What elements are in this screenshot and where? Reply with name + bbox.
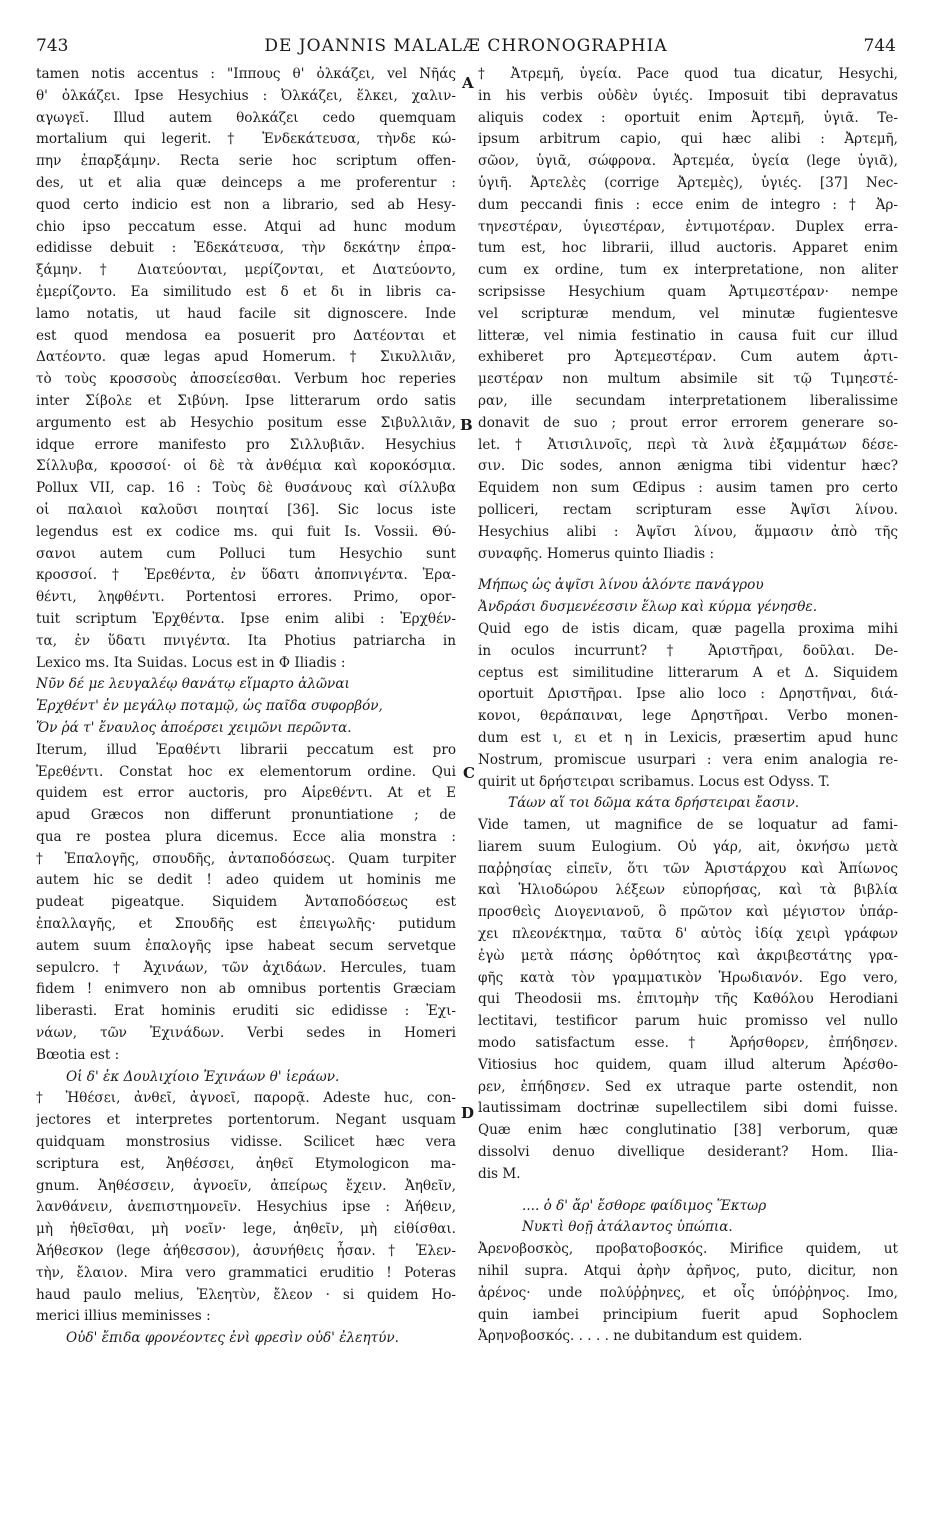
text-line: vel scripturæ mendum, vel minutæ fugientesve: [478, 305, 898, 322]
text-line: Vitiosius hoc quidem, quam illud alterum Ἀρέσθο-: [478, 1056, 898, 1073]
text-line: κροσσοί. † Ἐρεθέντα, ἐν ὕδατι ἀποπνιγέντα. Ἐρα-: [36, 567, 456, 584]
text-line: † Ἠθέσει, ἀνθεῖ, ἀγνοεῖ, παρορᾷ. Adeste huc, con-: [36, 1090, 456, 1107]
left-text-column: [36, 64, 456, 1350]
text-line: dissolvi denuo divellique desiderant? Hom. Ilia-: [478, 1144, 898, 1161]
text-line: Ἀρηνοβοσκός. . . . . ne dubitandum est quidem.: [478, 1328, 803, 1345]
text-line: litteræ, vel nimia festinatio in causa fuit cur illud: [478, 327, 898, 344]
text-line: Ἀήθεσκον (lege ἀήθεσσον), ἀσυνήθεις ἦσαν. † Ἐλεν-: [36, 1243, 456, 1260]
text-line: νάων, τῶν Ἐχινάδων. Verbi sedes in Homeri: [36, 1025, 456, 1042]
text-line: scriptura est, Ἀηθέσσει, ἀηθεῖ Etymologicon ma-: [36, 1155, 456, 1172]
page-number-left: 743: [36, 36, 69, 56]
section-marker-b: B: [460, 416, 473, 434]
text-line: quidquam monstrosius vidisse. Scilicet hæc vera: [36, 1134, 456, 1151]
text-line: μὴ ἠθεῖσθαι, μὴ νοεῖν· lege, ἀηθεῖν, μὴ εἰθίσθαι.: [36, 1221, 456, 1238]
text-line: gnum. Ἀηθέσσειν, ἀγνοεῖν, ἀπείρως ἔχειν. Ἀηθεῖν,: [36, 1177, 456, 1194]
text-line: haud paulo melius, Ἐλεητὺν, ἔλεον · si quidem Ho-: [36, 1286, 456, 1303]
text-line: quidem est error auctoris, pro Αἱρεθέντι. At et E: [36, 785, 456, 802]
text-line: dum est ι, ει et η in Lexicis, præsertim apud hunc: [478, 729, 898, 746]
text-line: ὑγιῆ. Ἀρτελὲς (corrige Ἀρτεμὲς), ὑγιές. [37] Nec-: [478, 174, 898, 191]
text-line: aliquis codex : oportuit enim Ἀρτεμῆ, ὑγιᾶ. Te-: [478, 109, 898, 126]
text-line: edidisse debuit : Ἐδεκάτευσα, τὴν δεκάτην ἐπρα-: [36, 240, 456, 257]
text-line: πην ἐπαρξάμην. Recta serie hoc scriptum offen-: [36, 153, 456, 170]
text-line: Iterum, illud Ἐραθέντι librarii peccatum est pro: [36, 741, 456, 758]
text-line: pudeat pigeatque. Siquidem Ἀνταποδόσεως est: [36, 894, 456, 911]
text-line: qua re postea plura dicemus. Ecce alia monstra :: [36, 828, 456, 845]
text-line: quod certo indicio est non a librario, sed ab Hesy-: [36, 196, 456, 213]
text-line: συναφῆς. Homerus quinto Iliadis :: [478, 545, 715, 562]
text-line: apud Græcos non differunt pronuntiatione ; de: [36, 807, 456, 824]
text-line: inter Σίβολε et Σιβύνη. Ipse litterarum ordo satis: [36, 392, 456, 409]
text-line: ipsum arbitrum capio, qui hæc alibi : Ἀρτεμῆ,: [478, 131, 898, 148]
text-line: modo satisfactum esse. † Ἀρήσθορεν, ἐπήδησεν.: [478, 1035, 898, 1052]
verse-line: Οἱ δ' ἐκ Δουλιχίοιο Ἐχινάων θ' ἱεράων.: [66, 1068, 340, 1085]
text-line: tamen notis accentus : "Ιππους θ' ὀλκάζει, vel Νῆάς: [36, 66, 456, 82]
section-marker-a: A: [462, 74, 474, 92]
text-line: idque errore manifesto pro Σιλλυβιᾶν. Hesychius: [36, 436, 456, 453]
text-line: polliceri, rectam scripturam esse Ἀψῖσι λίνου.: [478, 501, 898, 518]
text-line: ἐμερίζοντο. Ea similitudo est δ et δι in libris ca-: [36, 283, 456, 300]
text-line: τὸ τοὺς κροσσοὺς ἀποσείεσθαι. Verbum hoc reperies: [36, 371, 456, 388]
text-line: Vide tamen, ut magnifice de se loquatur ad fami-: [478, 817, 898, 834]
text-line: Equidem non sum Œdipus : ausim tamen pro certo: [478, 480, 898, 497]
text-line: σιν. Dic sodes, annon ænigma tibi videntur hæc?: [478, 458, 898, 475]
running-header: [36, 36, 896, 60]
text-line: σῶον, ὑγιᾶ, σώφρονα. Ἀρτεμέα, ὑγεία (lege ὑγιᾶ),: [478, 153, 898, 170]
text-line: † Ἀτρεμῆ, ὑγεία. Pace quod tua dicatur, Hesychi,: [478, 66, 898, 82]
text-line: Quid ego de istis dicam, quæ pagella proxima mihi: [478, 620, 898, 637]
text-line: liberasti. Erat hominis eruditi sic edidisse : Ἐχι-: [36, 1003, 456, 1020]
text-line: chio ipso peccatum esse. Atqui ad hunc modum: [36, 218, 456, 235]
text-line: fidem ! enimvero non ab omnibus portentis Græciam: [36, 981, 456, 998]
text-line: quirit ut δρήστειραι scribamus. Locus est Odyss. T.: [478, 773, 830, 790]
text-line: lectitavi, testificor parum huic promisso vel nullo: [478, 1013, 898, 1030]
text-line: Bœotia est :: [36, 1046, 120, 1063]
text-line: θέντι, ληφθέντι. Portentosi errores. Primo, opor-: [36, 589, 456, 606]
text-line: φῆς κατὰ τὸν γραμματικὸν Ἡρωδιανόν. Ego vero,: [478, 969, 898, 986]
verse-line: Ἀνδράσι δυσμενέεσσιν ἕλωρ καὶ κύρμα γένησθε.: [478, 599, 818, 616]
text-line: Ἀρενοβοσκὸς, προβατοβοσκός. Mirifice quidem, ut: [478, 1241, 898, 1258]
text-line: σανοι autem cum Polluci tum Hesychio sunt: [36, 545, 456, 562]
text-line: argumento est ab Hesychio positum esse Σιβυλλιᾶν,: [36, 414, 456, 431]
spacer: [478, 565, 898, 575]
verse-line: Νῦν δέ με λευγαλέῳ θανάτῳ εἵμαρτο ἁλῶναι: [36, 676, 350, 693]
page-number-right: 744: [863, 36, 896, 56]
text-line: Hesychius alibi : Ἀψῖσι λίνου, ἅμμασιν ἀπὸ τῆς: [478, 523, 898, 540]
text-line: oportuit Δριστῆραι. Ipse alio loco : Δρηστῆναι, διά-: [478, 686, 898, 703]
text-line: exhiberet pro Ἀρτεμεστέραν. Cum autem ἀρτι-: [478, 349, 898, 366]
text-line: nihil supra. Atqui ἀρὴν ἀρῆνος, puto, dicitur, non: [478, 1263, 898, 1280]
text-line: ἐγὼ μετὰ πάσης ὀρθότητος καὶ ἀκριβεστάτης γρα-: [478, 947, 898, 964]
text-line: θ' ὀλκάζει. Ipse Hesychius : Ὀλκάζει, ἕλκει, χαλιν-: [36, 87, 456, 104]
text-line: † Ἐπαλογῆς, σπουδῆς, ἀνταποδόσεως. Quam turpiter: [36, 850, 456, 867]
text-line: lautissimam doctrinæ supellectilem sibi domi fuisse.: [478, 1100, 898, 1117]
text-line: des, ut et alia quæ deinceps a me proferentur :: [36, 174, 456, 191]
text-line: let. † Ἀτισιλινοῖς, περὶ τὰ λινὰ ἐξαμμάτων δέσε-: [478, 436, 898, 453]
text-line: Pollux VII, cap. 16 : Τοὺς δὲ θυσάνους καὶ σίλλυβα: [36, 480, 456, 497]
text-line: κονοι, θεράπαιναι, lege Δρηστῆραι. Verbo monen-: [478, 708, 898, 725]
section-marker-d: D: [461, 1104, 475, 1122]
verse-line: Νυκτὶ θοῇ ἀτάλαντος ὑπώπια.: [522, 1219, 733, 1236]
text-line: τα, ἐν ὕδατι πνιγέντα. Ita Photius patriarcha in: [36, 632, 456, 649]
text-line: donavit de suo ; prout error errorem generare so-: [478, 414, 898, 431]
verse-line: .... ὁ δ' ἄρ' ἔσθορε φαίδιμος Ἕκτωρ: [522, 1197, 767, 1214]
verse-line: Τάων αἵ τοι δῶμα κάτα δρήστειραι ἔασιν.: [508, 795, 800, 812]
text-line: Δατέοντο. quæ legas apud Homerum. † Σικυλλιᾶν,: [36, 349, 456, 366]
text-line: ραν, ille secundam interpretationem liberalissime: [478, 392, 898, 409]
text-line: tum est, hoc librarii, illud auctoris. Apparet enim: [478, 240, 898, 257]
text-line: liarem suum Eulogium. Οὐ γάρ, ait, ὀκνήσω μετὰ: [478, 838, 898, 855]
text-line: in his verbis οὐδὲν ὑγιές. Imposuit tibi depravatus: [478, 87, 898, 104]
text-line: ξάμην. † Διατεύονται, μερίζονται, et Διατεύοντο,: [36, 262, 456, 279]
text-line: αγωγεῖ. Illud autem θολκάζει cedo quemquam: [36, 109, 456, 126]
verse-line: Οὐδ' ἔπιδα φρονέοντες ἐνὶ φρεσὶν οὐδ' ἐλεητύν.: [66, 1330, 399, 1347]
text-line: est quod mendosa ea posuerit pro Δατέονται et: [36, 327, 456, 344]
text-line: lamo notatis, ut haud facile sit dignoscere. Inde: [36, 305, 456, 322]
verse-line: Ὅν ῥά τ' ἔναυλος ἀποέρσει χειμῶνι περῶντα.: [36, 719, 352, 736]
text-line: ceptus est similitudine litterarum Α et Δ. Siquidem: [478, 664, 898, 681]
text-line: Quæ enim hæc conglutinatio [38] verborum, quæ: [478, 1122, 898, 1139]
text-line: mortalium qui legerit. † Ἐνδεκάτευσα, τὴνδε κώ-: [36, 131, 456, 148]
text-line: Lexico ms. Ita Suidas. Locus est in Φ Iliadis :: [36, 654, 346, 671]
text-line: sepulcro. † Ἀχινάων, τῶν ἀχιδάων. Hercules, tuam: [36, 959, 456, 976]
text-line: χει πλεονέκτημα, ταῦτα δ' αὐτὸς ἰδίᾳ χειρὶ γράφων: [478, 926, 898, 943]
text-line: μεστέραν non multum absimile sit τῷ Τιμηεστέ-: [478, 371, 898, 388]
text-line: qui Theodosii ms. ἐπιτομὴν τῆς Καθόλου Herodiani: [478, 991, 898, 1008]
text-line: quin iambei principium fuerit apud Sophoclem: [478, 1306, 898, 1323]
text-line: προσθεὶς Διογενιανοῦ, ὃ πρῶτον καὶ μέγιστον ὑπάρ-: [478, 904, 898, 921]
text-line: λανθάνειν, ἀνεπιστημονεῖν. Hesychius ipse : Ἀήθειν,: [36, 1199, 456, 1216]
section-marker-c: C: [463, 764, 475, 782]
text-line: tuit scriptum Ἐρχθέντα. Ipse enim alibi : Ἐρχθέν-: [36, 610, 456, 627]
text-line: τηνεστέραν, ὑγιεστέραν, ἐντιμοτέραν. Duplex erra-: [478, 218, 898, 235]
spacer: [478, 1186, 898, 1196]
text-line: Ἐρεθέντι. Constat hoc ex elementorum ordine. Qui: [36, 763, 456, 780]
text-line: ἐπαλλαγῆς, et Σπουδῆς est ἐπειγωλῆς· putidum: [36, 916, 456, 933]
running-title: DE JOANNIS MALALÆ CHRONOGRAPHIA: [264, 36, 668, 56]
text-line: in oculos incurrunt? † Ἀριστῆραι, δοῦλαι. De-: [478, 642, 898, 659]
text-line: τὴν, ἔλαιον. Mira vero grammatici eruditio ! Poteras: [36, 1264, 456, 1281]
text-line: dis M.: [478, 1165, 521, 1182]
text-line: οἱ παλαιοὶ καλοῦσι ποιηταί [36]. Sic locus iste: [36, 501, 456, 518]
text-line: jectores et interpretes portentorum. Negant usquam: [36, 1112, 456, 1129]
text-line: Σίλλυβα, κροσσοί· οἱ δὲ τὰ ἀνθέμια καὶ κοροκόσμια.: [36, 458, 456, 475]
text-line: ἀρένος· unde πολύῤῥηνες, et οἶς ὑπόῤῥηνος. Imo,: [478, 1284, 898, 1301]
text-line: παῤῥησίας εἰπεῖν, ὅτι τῶν Ἀριστάρχου καὶ Ἀπίωνος: [478, 860, 898, 877]
text-line: cum ex ordine, tum ex interpretatione, non aliter: [478, 262, 898, 279]
text-line: καὶ Ἡλιοδώρου λέξεων εὐπορήσας, καὶ τὰ βιβλία: [478, 882, 898, 899]
text-line: autem hic se dedit ! adeo quidem ut hominis me: [36, 872, 456, 889]
text-line: dum peccandi finis : ecce enim de integro : † Ἀρ-: [478, 196, 898, 213]
text-line: scripsisse Hesychium quam Ἀρτιμεστέραν· nempe: [478, 283, 898, 300]
text-line: Nostrum, promiscue usurpari : vera enim analogia re-: [478, 751, 898, 768]
verse-line: Ἐρχθέντ' ἐν μεγάλῳ ποταμῷ, ὡς παῖδα συφορβόν,: [36, 698, 383, 715]
text-line: merici illius meminisses :: [36, 1308, 211, 1325]
verse-line: Μήπως ὡς ἀψῖσι λίνου ἁλόντε πανάγρου: [478, 577, 764, 594]
text-line: legendus est ex codice ms. qui fuit Is. Vossii. Θύ-: [36, 523, 456, 540]
text-line: ρεν, ἐπήδησεν. Sed ex utraque parte ostendit, non: [478, 1078, 898, 1095]
right-text-column: [478, 64, 898, 1348]
text-line: autem suum ἐπαλογῆς ipse habeat secum servetque: [36, 937, 456, 954]
